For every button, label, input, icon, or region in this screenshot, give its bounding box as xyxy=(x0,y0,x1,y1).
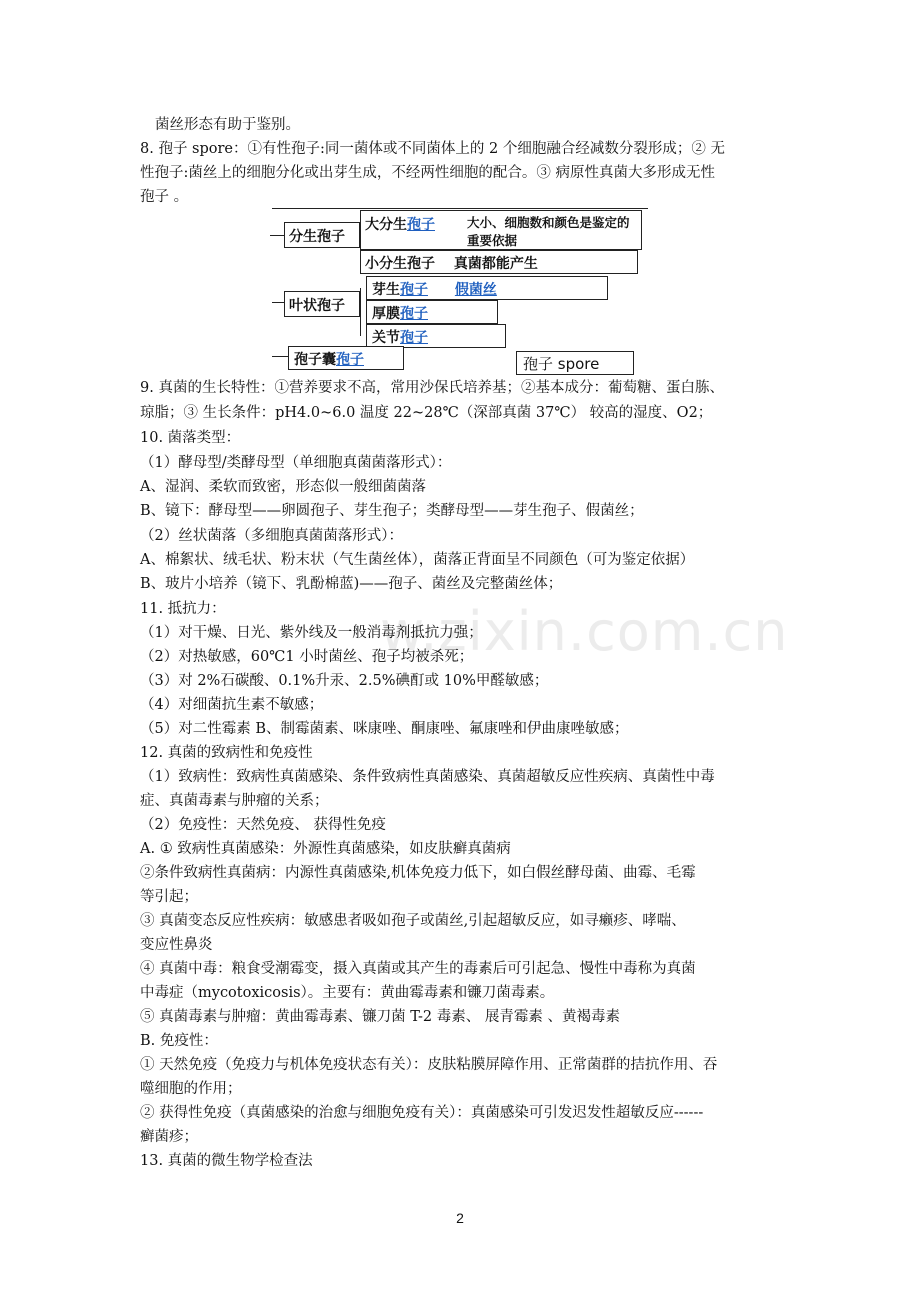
text-line: 变应性鼻炎 xyxy=(140,937,213,953)
group-conidia xyxy=(284,222,360,248)
text-line: B、玻片小培养（镜下、乳酚棉蓝)——孢子、菌丝及完整菌丝体； xyxy=(140,576,563,592)
text-line: A. ① 致病性真菌感染：外源性真菌感染，如皮肤癣真菌病 xyxy=(140,841,511,857)
sporangiospore-prefix: 孢子囊 xyxy=(294,352,336,368)
text-line: ③ 真菌变态反应性疾病：敏感患者吸如孢子或菌丝,引起超敏反应，如寻癞疹、哮喘、 xyxy=(140,913,686,929)
connector xyxy=(270,235,284,236)
blastospore-prefix: 芽生 xyxy=(372,282,400,298)
text-line: ②条件致病性真菌病：内源性真菌感染,机体免疫力低下，如白假丝酵母菌、曲霉、毛霉 xyxy=(140,865,696,881)
text-line: 13. 真菌的微生物学检查法 xyxy=(140,1153,313,1169)
diagram-caption: 孢子 spore xyxy=(516,351,634,375)
connector xyxy=(272,302,284,303)
watermark: w.zixin.com.cn xyxy=(380,600,789,663)
microconidia-box xyxy=(360,250,638,274)
sporangiospore-box xyxy=(288,346,404,370)
arthrospore-link[interactable]: 孢子 xyxy=(400,330,428,346)
text-line: 12. 真菌的致病性和免疫性 xyxy=(140,745,313,761)
macroconidia-link[interactable]: 孢子 xyxy=(407,217,435,233)
text-line: 噬细胞的作用； xyxy=(140,1081,242,1097)
text-line: B、镜下：酵母型——卵圆孢子、芽生孢子；类酵母型——芽生孢子、假菌丝； xyxy=(140,503,644,519)
text-line: （2）对热敏感，60℃1 小时菌丝、孢子均被杀死； xyxy=(140,649,474,665)
microconidia-note: 真菌都能产生 xyxy=(453,256,538,272)
pseudohyphae-link[interactable]: 假菌丝 xyxy=(454,282,497,298)
text-line: 菌丝形态有助于鉴别。 xyxy=(155,117,300,133)
blastospore-box xyxy=(366,276,608,300)
microconidia-label: 小分生孢子 xyxy=(365,256,435,272)
text-line: （3）对 2%石碳酸、0.1%升汞、2.5%碘酊或 10%甲醛敏感； xyxy=(140,673,549,689)
text-line: （2）丝状菌落（多细胞真菌菌落形式）： xyxy=(140,528,403,544)
spore-diagram xyxy=(0,0,920,380)
arthrospore-box xyxy=(366,324,506,348)
text-line: 癣菌疹； xyxy=(140,1129,198,1145)
text-line: （1）对干燥、日光、紫外线及一般消毒剂抵抗力强； xyxy=(140,625,483,641)
text-line: 9. 真菌的生长特性：①营养要求不高，常用沙保氏培养基；②基本成分：葡萄糖、蛋白胨、 xyxy=(140,380,724,396)
text-line: （1）酵母型/类酵母型（单细胞真菌菌落形式）： xyxy=(140,455,452,471)
chlamydospore-link[interactable]: 孢子 xyxy=(400,306,428,322)
chlamydospore-prefix: 厚膜 xyxy=(372,306,400,322)
group-thallospore-label: 叶状孢子 xyxy=(289,298,345,314)
text-line: 10. 菌落类型： xyxy=(140,430,241,446)
text-line: （2）免疫性：天然免疫、 获得性免疫 xyxy=(140,817,386,833)
connector xyxy=(272,356,288,357)
text-line: （1）致病性：致病性真菌感染、条件致病性真菌感染、真菌超敏反应性疾病、真菌性中毒 xyxy=(140,769,715,785)
group-thallospore xyxy=(284,291,360,317)
sporangiospore-link[interactable]: 孢子 xyxy=(336,352,364,368)
text-line: 性孢子:菌丝上的细胞分化或出芽生成，不经两性细胞的配合。③ 病原性真菌大多形成无性 xyxy=(140,165,715,181)
chlamydospore-box xyxy=(366,300,498,324)
macroconidia-box xyxy=(360,210,642,250)
text-line: ② 获得性免疫（真菌感染的治愈与细胞免疫有关）：真菌感染可引发迟发性超敏反应------ xyxy=(140,1105,704,1121)
text-line: B. 免疫性： xyxy=(140,1033,218,1049)
text-line: ⑤ 真菌毒素与肿瘤：黄曲霉毒素、镰刀菌 T-2 毒素、 展青霉素 、黄褐毒素 xyxy=(140,1009,620,1025)
connector xyxy=(360,288,361,336)
blastospore-link[interactable]: 孢子 xyxy=(400,282,428,298)
text-line: （5）对二性霉素 B、制霉菌素、咪康唑、酮康唑、氟康唑和伊曲康唑敏感； xyxy=(140,721,629,737)
diagram-top-rule xyxy=(272,208,648,209)
text-line: 琼脂；③ 生长条件：pH4.0~6.0 温度 22~28℃（深部真菌 37℃） 较高的湿度、O2； xyxy=(140,405,713,421)
text-line: （4）对细菌抗生素不敏感； xyxy=(140,697,324,713)
page-number: 2 xyxy=(456,1210,464,1226)
text-line: 中毒症（mycotoxicosis）。主要有：黄曲霉毒素和镰刀菌毒素。 xyxy=(140,985,555,1001)
arthrospore-prefix: 关节 xyxy=(372,330,400,346)
text-line: 症、真菌毒素与肿瘤的关系； xyxy=(140,793,329,809)
text-line: 等引起； xyxy=(140,889,198,905)
text-line: A、湿润、柔软而致密，形态似一般细菌菌落 xyxy=(140,479,426,495)
text-line: 8. 孢子 spore：①有性孢子:同一菌体或不同菌体上的 2 个细胞融合经减数分裂形成；② 无 xyxy=(140,141,725,157)
text-line: ④ 真菌中毒：粮食受潮霉变，摄入真菌或其产生的毒素后可引起急、慢性中毒称为真菌 xyxy=(140,961,696,977)
macroconidia-prefix: 大分生 xyxy=(365,217,407,233)
text-line: ① 天然免疫（免疫力与机体免疫状态有关）：皮肤粘膜屏障作用、正常菌群的拮抗作用、吞 xyxy=(140,1057,718,1073)
group-conidia-label: 分生孢子 xyxy=(289,229,345,245)
text-line: 孢子 。 xyxy=(140,189,189,205)
text-line: 11. 抵抗力： xyxy=(140,601,226,617)
macroconidia-note: 大小、细胞数和颜色是鉴定的重要依据 xyxy=(467,215,630,248)
text-line: A、棉絮状、绒毛状、粉末状（气生菌丝体），菌落正背面呈不同颜色（可为鉴定依据） xyxy=(140,552,695,568)
